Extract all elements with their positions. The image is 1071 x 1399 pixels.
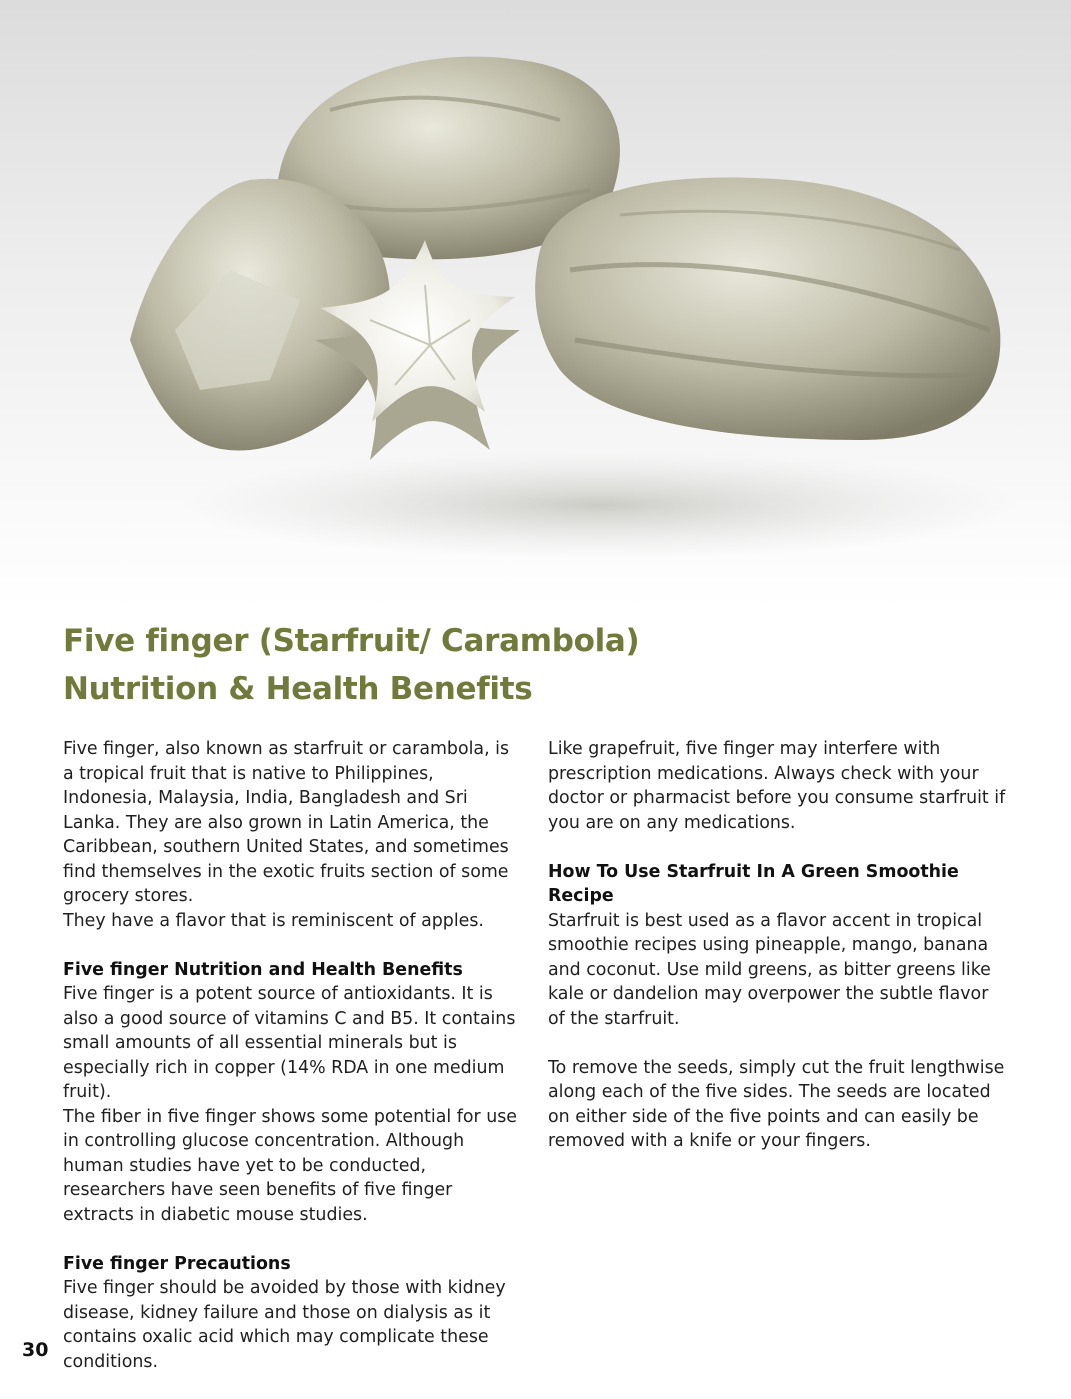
page-title bbox=[63, 617, 639, 713]
nutrition-heading: Five finger Nutrition and Health Benefits bbox=[63, 959, 463, 980]
precautions-heading: Five finger Precautions bbox=[63, 1253, 291, 1274]
smoothie-heading: How To Use Starfruit In A Green Smoothie Recipe bbox=[548, 861, 959, 906]
starfruit-photo bbox=[0, 0, 1071, 608]
nutrition-text-1: Five finger is a potent source of antioxidants. It is also a good source of vitamins C and B5. It contains small amounts of all essential minerals but is especially rich in copper (14% RDA in one medium fruit). bbox=[63, 984, 516, 1102]
smoothie-text: Starfruit is best used as a flavor accent in tropical smoothie recipes using pineapple, mango, banana and coconut. Use mild greens, as bitter greens like kale or dandelion may overpower the subtle flavor of the starfruit. bbox=[548, 910, 991, 1029]
intro-paragraph bbox=[63, 737, 525, 933]
title-line-2: Nutrition & Health Benefits bbox=[63, 671, 533, 707]
right-column bbox=[548, 737, 1010, 1178]
title-line-1: Five finger (Starfruit/ Carambola) bbox=[63, 623, 640, 659]
left-column bbox=[63, 737, 525, 1399]
page-number: 30 bbox=[22, 1339, 49, 1361]
seeds-text: To remove the seeds, simply cut the fruit lengthwise along each of the five sides. The seeds are located on either side of the five points and can easily be removed with a knife or your fingers. bbox=[548, 1057, 1005, 1151]
whole-starfruit-right bbox=[535, 178, 1000, 440]
medication-text: Like grapefruit, five finger may interfere with prescription medications. Always check with your doctor or pharmacist before you consume starfruit if you are on any medications. bbox=[548, 739, 1006, 833]
intro-text: Five finger, also known as starfruit or carambola, is a tropical fruit that is native to Philippines, Indonesia, Malaysia, India, Bangladesh and Sri Lanka. They are also grown in Latin America, the Caribbean, southern United States, and sometimes find themselves in the exotic fruits section of some grocery stores. bbox=[63, 739, 510, 906]
fruit-shadow bbox=[180, 450, 1020, 560]
nutrition-paragraph bbox=[63, 982, 525, 1227]
intro-flavor-text: They have a flavor that is reminiscent of apples. bbox=[63, 910, 484, 931]
nutrition-text-2: The fiber in five finger shows some potential for use in controlling glucose concentration. Although human studies have yet to be conducted, researchers have seen benefits of five finger extracts in diabetic mouse studies. bbox=[63, 1106, 517, 1225]
precautions-text: Five finger should be avoided by those with kidney disease, kidney failure and those on dialysis as it contains oxalic acid which may complicate these conditions. bbox=[63, 1278, 506, 1372]
